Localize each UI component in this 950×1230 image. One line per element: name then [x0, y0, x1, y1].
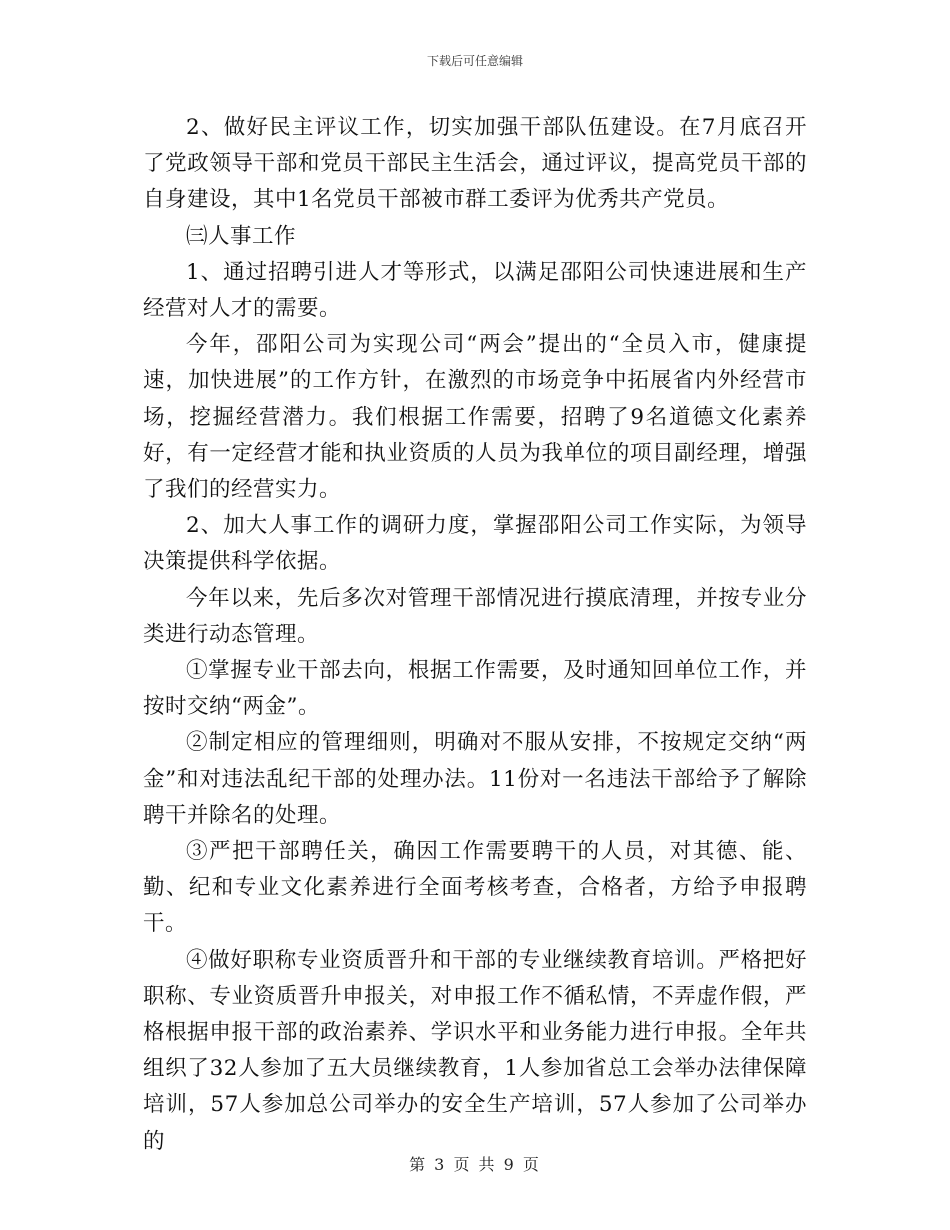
paragraph-recruitment: 1、通过招聘引进人才等形式，以满足邵阳公司快速进展和生产经营对人才的需要。 — [143, 259, 807, 322]
page-header: 下载后可任意编辑 — [426, 54, 523, 68]
paragraph-democratic-review: 2、做好民主评议工作，切实加强干部队伍建设。在7月底召开了党政领导干部和党员干部民主生活会，通过评议，提高党员干部的自身建设，其中1名党员干部被市群工委评为优秀共产党员。 — [143, 115, 807, 213]
paragraph-recruitment-detail: 今年，邵阳公司为实现公司“两会”提出的“全员入市，健康提速，加快进展”的工作方针，在激烈的市场竞争中拓展省内外经营市场，挖掘经营潜力。我们根据工作需要，招聘了9名道德文化素养好，有一定经营才能和执业资质的人员为我单位的项目副经理，增强了我们的经营实力。 — [143, 332, 807, 503]
list-item-2: ②制定相应的管理细则，明确对不服从安排，不按规定交纳“两金”和对违法乱纪干部的处理办法。11份对一名违法干部给予了解除聘干并除名的处理。 — [143, 730, 807, 828]
list-item-4: ④做好职称专业资质晋升和干部的专业继续教育培训。严格把好职称、专业资质晋升申报关，对申报工作不循私情，不弄虚作假，严格根据申报干部的政治素养、学识水平和业务能力进行申报。全年共组织了32人参加了五大员继续教育，1人参加省总工会举办法律保障培训，57人参加总公司举办的安全生产培训，57人参加了公司举办的 — [143, 947, 807, 1154]
section-heading-personnel: ㈢人事工作 — [186, 223, 297, 249]
list-item-1: ①掌握专业干部去向，根据工作需要，及时通知回单位工作，并按时交纳“两金”。 — [143, 658, 807, 720]
page-footer: 第 3 页 共 9 页 — [409, 1155, 541, 1174]
paragraph-management-review: 今年以来，先后多次对管理干部情况进行摸底清理，并按专业分类进行动态管理。 — [143, 585, 807, 647]
paragraph-research: 2、加大人事工作的调研力度，掌握邵阳公司工作实际，为领导决策提供科学依据。 — [143, 513, 807, 575]
document-body — [143, 110, 807, 1160]
list-item-3: ③严把干部聘任关，确因工作需要聘干的人员，对其德、能、勤、纪和专业文化素养进行全面考核考查，合格者，方给予申报聘干。 — [143, 839, 807, 937]
